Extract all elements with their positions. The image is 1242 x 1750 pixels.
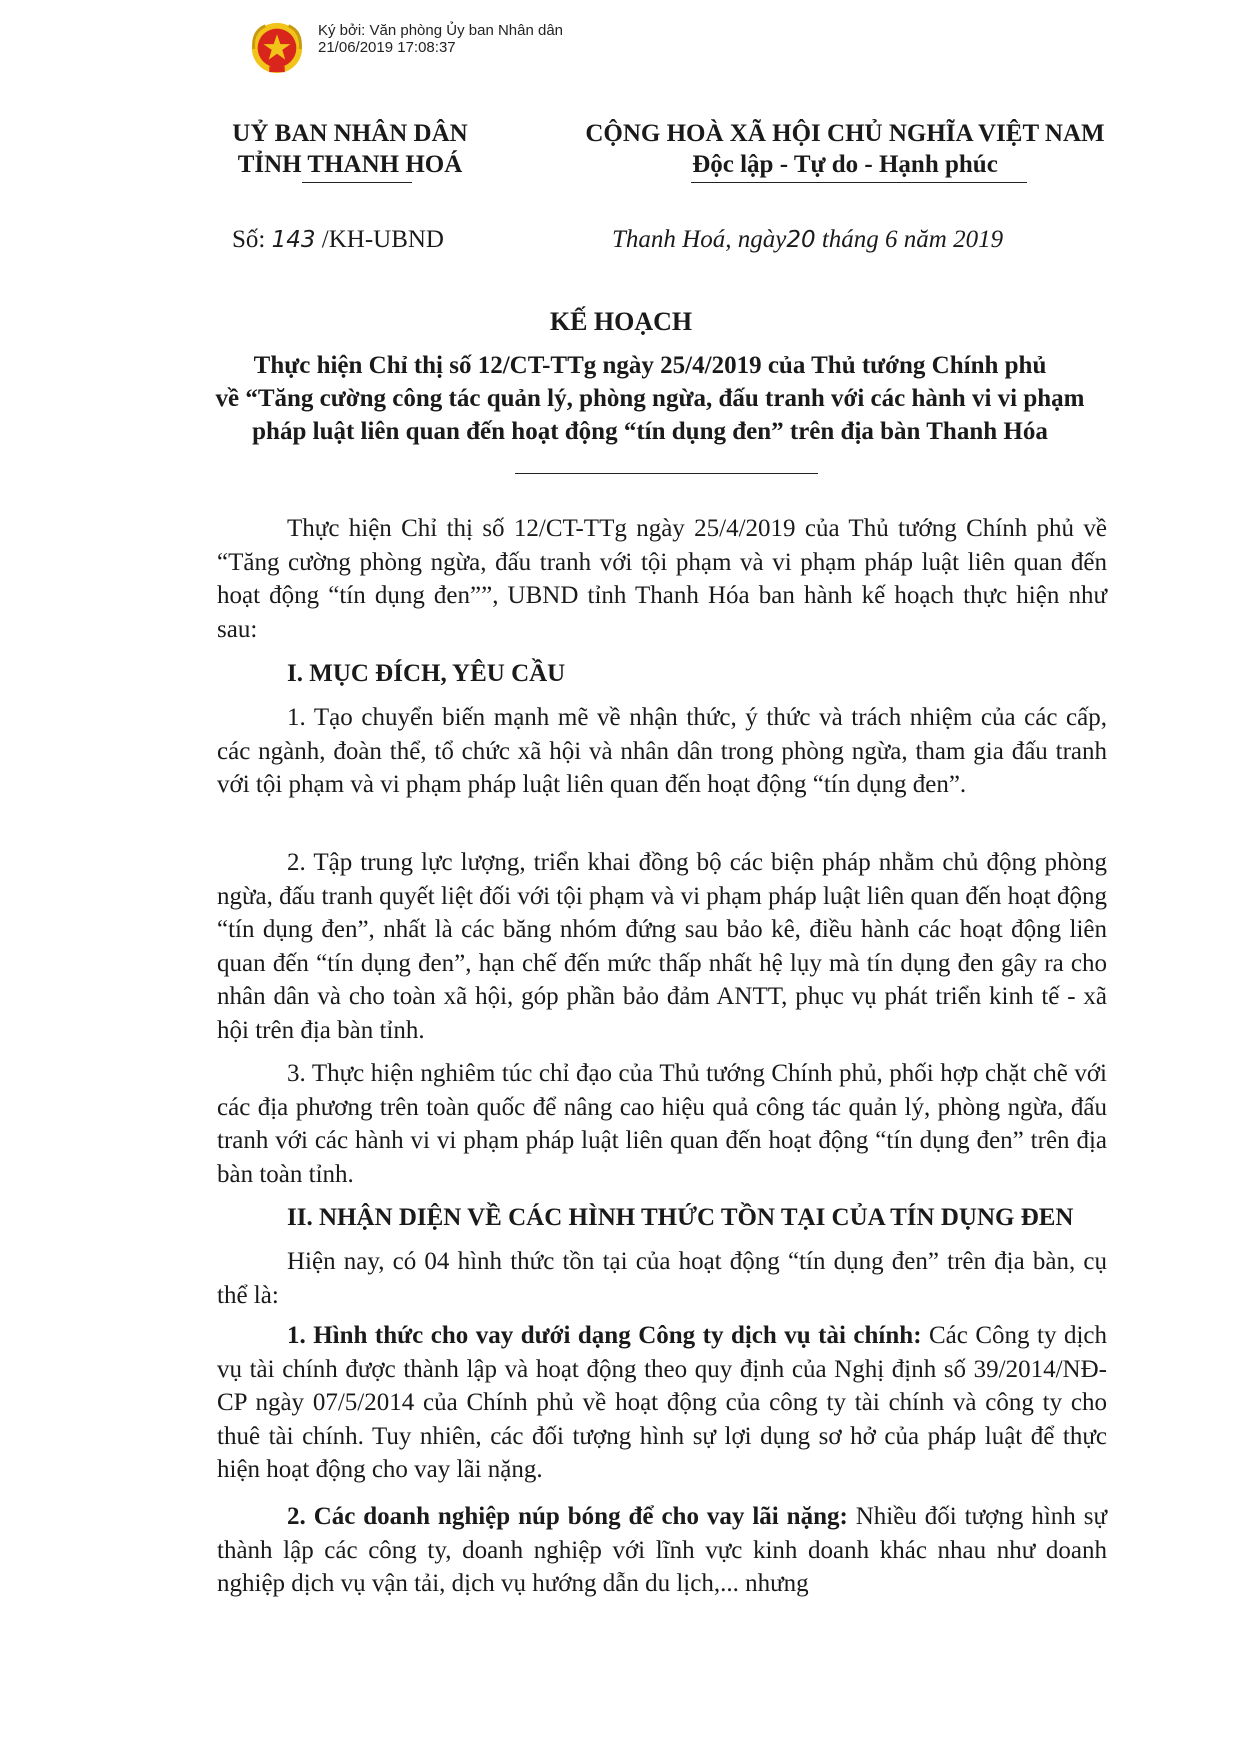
document-subtitle: [180, 349, 1120, 448]
section-1-item-2: [217, 846, 1107, 1047]
doc-number-suffix: /KH-UBND: [321, 226, 444, 253]
subtitle-line-3: pháp luật liên quan đến hoạt động “tín dụng đen” trên địa bàn Thanh Hóa: [252, 418, 1048, 445]
section-1-item-2-text: 2. Tập trung lực lượng, triển khai đồng bộ các biện pháp nhằm chủ động phòng ngừa, đấu tranh quyết liệt đối với tội phạm và vi phạm pháp luật liên quan đến hoạt động “tín dụng đen”, nhất là các băng nhóm đứng sau bảo kê, điều hành các hoạt động liên quan đến “tín dụng đen”, hạn chế đến mức thấp nhất hệ lụy mà tín dụng đen gây ra cho nhân dân và cho toàn xã hội, góp phần bảo đảm ANTT, phục vụ phát triển kinh tế - xã hội trên địa bàn tỉnh.: [217, 849, 1107, 1044]
subtitle-line-1: Thực hiện Chỉ thị số 12/CT-TTg ngày 25/4/2019 của Thủ tướng Chính phủ: [253, 352, 1047, 379]
agency-line-2: TỈNH THANH HOÁ: [237, 151, 463, 178]
place-date-suffix: tháng 6 năm 2019: [821, 226, 1004, 253]
section-2-item-2-text: [217, 1500, 1107, 1601]
section-1-heading: I. MỤC ĐÍCH, YÊU CẦU: [287, 660, 566, 687]
signature-timestamp: 21/06/2019 17:08:37: [318, 39, 456, 56]
section-1-item-3: [217, 1057, 1107, 1191]
country-name: CỘNG HOÀ XÃ HỘI CHỦ NGHĨA VIỆT NAM: [585, 120, 1105, 147]
doc-number-prefix: Số:: [232, 226, 266, 253]
motto-underline: [691, 182, 1027, 183]
section-1-item-3-text: 3. Thực hiện nghiêm túc chỉ đạo của Thủ tướng Chính phủ, phối hợp chặt chẽ với các địa phương trên toàn quốc để nâng cao hiệu quả công tác quản lý, phòng ngừa, đấu tranh với các hành vi vi phạm pháp luật liên quan đến hoạt động “tín dụng đen” trên địa bàn toàn tỉnh.: [217, 1060, 1107, 1188]
national-motto: [565, 118, 1125, 180]
section-1-item-1-text: 1. Tạo chuyển biến mạnh mẽ về nhận thức, ý thức và trách nhiệm của các cấp, các ngành, đoàn thể, tổ chức xã hội và nhân dân trong phòng ngừa, tham gia đấu tranh với tội phạm và vi phạm pháp luật liên quan đến hoạt động “tín dụng đen”.: [217, 704, 1107, 798]
section-2-item-2-heading: 2. Các doanh nghiệp núp bóng để cho vay lãi nặng:: [287, 1503, 848, 1530]
section-2-intro: [217, 1245, 1107, 1312]
intro-text: Thực hiện Chỉ thị số 12/CT-TTg ngày 25/4/2019 của Thủ tướng Chính phủ về “Tăng cường phòng ngừa, đấu tranh với tội phạm và vi phạm pháp luật liên quan đến hoạt động “tín dụng đen””, UBND tỉnh Thanh Hóa ban hành kế hoạch thực hiện như sau:: [217, 515, 1107, 643]
section-2-heading: II. NHẬN DIỆN VỀ CÁC HÌNH THỨC TỒN TẠI CỦA TÍN DỤNG ĐEN: [287, 1204, 1074, 1231]
day-handwritten: 20: [786, 227, 816, 253]
digital-signature-info: [318, 22, 563, 56]
document-title: KẾ HOẠCH: [549, 307, 693, 336]
section-2-item-2: [217, 1500, 1107, 1601]
section-2-item-2-body: Nhiều đối tượng hình sự thành lập các công ty, doanh nghiệp với lĩnh vực kinh doanh khác nhau như doanh nghiệp dịch vụ vận tải, dịch vụ hướng dẫn du lịch,... nhưng: [217, 1503, 1107, 1597]
agency-underline: [302, 182, 412, 183]
place-date-prefix: Thanh Hoá, ngày: [612, 226, 787, 253]
document-number: [232, 226, 444, 254]
section-2-item-1: [217, 1319, 1107, 1487]
section-2-intro-text: Hiện nay, có 04 hình thức tồn tại của hoạt động “tín dụng đen” trên địa bàn, cụ thể là:: [217, 1248, 1107, 1309]
section-2-item-1-heading: 1. Hình thức cho vay dưới dạng Công ty dịch vụ tài chính:: [287, 1322, 922, 1349]
title-underline: [515, 473, 818, 474]
section-2-item-1-text: [217, 1319, 1107, 1487]
intro-paragraph: [217, 512, 1107, 646]
place-and-date: [612, 226, 1003, 254]
section-1-item-1: [217, 701, 1107, 802]
issuing-agency: [200, 118, 500, 180]
section-2-item-1-body: Các Công ty dịch vụ tài chính được thành lập và hoạt động theo quy định của Nghị định số 39/2014/NĐ-CP ngày 07/5/2014 của Chính phủ về hoạt động của công ty tài chính và công ty cho thuê tài chính. Tuy nhiên, các đối tượng hình sự lợi dụng sơ hở của pháp luật để thực hiện hoạt động cho vay lãi nặng.: [217, 1322, 1107, 1483]
signed-by-text: Ký bởi: Văn phòng Ủy ban Nhân dân: [318, 22, 564, 39]
agency-line-1: UỶ BAN NHÂN DÂN: [232, 120, 468, 147]
doc-number-handwritten: 143: [271, 227, 316, 253]
motto-line: Độc lập - Tự do - Hạnh phúc: [692, 151, 998, 178]
subtitle-line-2: về “Tăng cường công tác quản lý, phòng ngừa, đấu tranh với các hành vi vi phạm: [215, 385, 1085, 412]
national-emblem-icon: [248, 18, 306, 76]
